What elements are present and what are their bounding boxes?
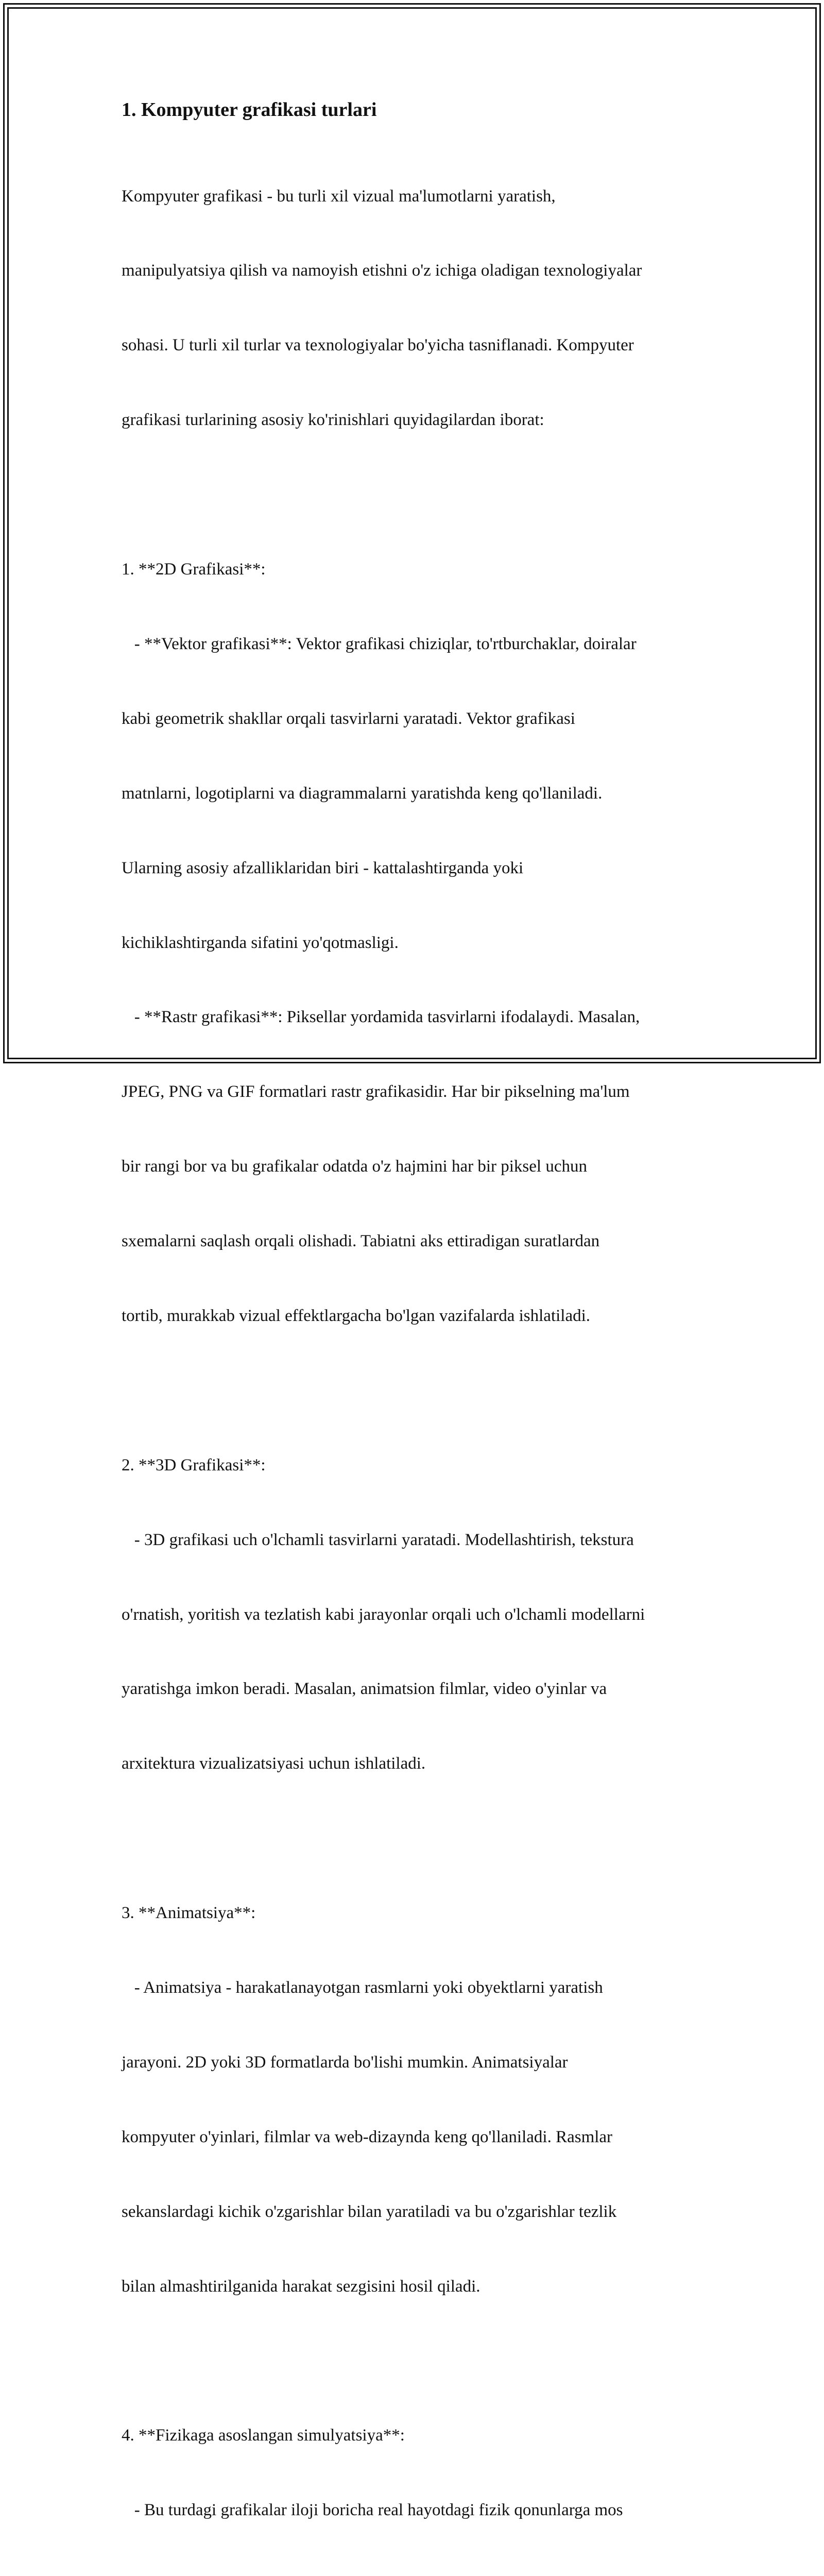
document-body bbox=[122, 134, 714, 2576]
body-line: sohasi. U turli xil turlar va texnologiyalar bo'yicha tasniflanadi. Kompyuter bbox=[122, 336, 634, 355]
body-line: grafikasi turlarining asosiy ko'rinishlari quyidagilardan iborat: bbox=[122, 411, 544, 430]
body-line: bilan almashtirilganida harakat sezgisini hosil qiladi. bbox=[122, 2277, 480, 2296]
body-line: matnlarni, logotiplarni va diagrammalarni yaratishda keng qo'llaniladi. bbox=[122, 784, 603, 803]
body-line: bir rangi bor va bu grafikalar odatda o'z hajmini har bir piksel uchun bbox=[122, 1157, 587, 1176]
body-line: kabi geometrik shakllar orqali tasvirlarni yaratadi. Vektor grafikasi bbox=[122, 709, 575, 728]
body-line bbox=[122, 2348, 714, 2373]
body-line: kompyuter o'yinlari, filmlar va web-dizaynda keng qo'llaniladi. Rasmlar bbox=[122, 2127, 613, 2146]
body-line: 2. **3D Grafikasi**: bbox=[122, 1455, 266, 1475]
body-line: arxitektura vizualizatsiyasi uchun ishlatiladi. bbox=[122, 1754, 426, 1773]
body-line: - Animatsiya - harakatlanayotgan rasmlarni yoki obyektlarni yaratish bbox=[122, 1978, 603, 1997]
body-line: kichiklashtirganda sifatini yo'qotmasligi. bbox=[122, 933, 399, 952]
body-line: 3. **Animatsiya**: bbox=[122, 1904, 256, 1923]
document-title: 1. Kompyuter grafikasi turlari bbox=[122, 99, 377, 121]
body-line: 4. **Fizikaga asoslangan simulyatsiya**: bbox=[122, 2426, 405, 2445]
body-line: - Bu turdagi grafikalar iloji boricha real hayotdagi fizik qonunlarga mos bbox=[122, 2501, 623, 2520]
body-line: manipulyatsiya qilish va namoyish etishni o'z ichiga oladigan texnologiyalar bbox=[122, 261, 642, 280]
body-line: o'rnatish, yoritish va tezlatish kabi jarayonlar orqali uch o'lchamli modellarni bbox=[122, 1605, 645, 1624]
body-line: yaratishga imkon beradi. Masalan, animatsion filmlar, video o'yinlar va bbox=[122, 1680, 607, 1699]
document-page bbox=[122, 97, 714, 2576]
body-line: sxemalarni saqlash orqali olishadi. Tabiatni aks ettiradigan suratlardan bbox=[122, 1232, 600, 1251]
body-line bbox=[122, 2572, 714, 2576]
body-line: jarayoni. 2D yoki 3D formatlarda bo'lishi mumkin. Animatsiyalar bbox=[122, 2053, 568, 2072]
body-line: - **Vektor grafikasi**: Vektor grafikasi chiziqlar, to'rtburchaklar, doiralar bbox=[122, 634, 637, 653]
body-line bbox=[122, 1378, 714, 1403]
body-line: tortib, murakkab vizual effektlargacha bo'lgan vazifalarda ishlatiladi. bbox=[122, 1306, 591, 1325]
body-line bbox=[122, 482, 714, 507]
body-line: - 3D grafikasi uch o'lchamli tasvirlarni yaratadi. Modellashtirish, tekstura bbox=[122, 1530, 634, 1549]
body-line: - **Rastr grafikasi**: Piksellar yordamida tasvirlarni ifodalaydi. Masalan, bbox=[122, 1008, 640, 1027]
body-line: JPEG, PNG va GIF formatlari rastr grafikasidir. Har bir pikselning ma'lum bbox=[122, 1082, 630, 1101]
body-line: Ularning asosiy afzalliklaridan biri - kattalashtirganda yoki bbox=[122, 858, 524, 877]
body-line: Kompyuter grafikasi - bu turli xil vizual ma'lumotlarni yaratish, bbox=[122, 187, 556, 206]
body-line: sekanslardagi kichik o'zgarishlar bilan yaratiladi va bu o'zgarishlar tezlik bbox=[122, 2202, 617, 2221]
body-line bbox=[122, 1826, 714, 1851]
body-line: 1. **2D Grafikasi**: bbox=[122, 560, 266, 579]
